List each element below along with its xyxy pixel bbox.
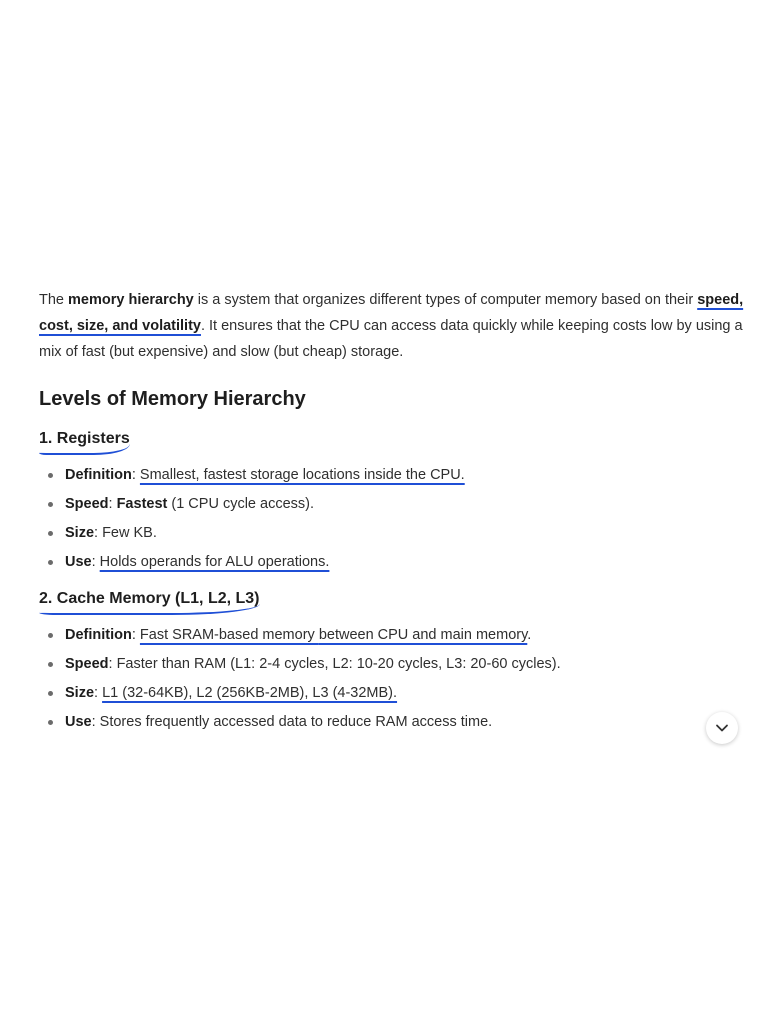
- cache-heading: 2. Cache Memory (L1, L2, L3): [39, 587, 260, 615]
- section-title: Levels of Memory Hierarchy: [39, 388, 306, 410]
- list-item: Use: Holds operands for ALU operations.: [39, 548, 744, 577]
- size-label: Size: [65, 685, 95, 701]
- definition-value: Fast SRAM-based memory: [139, 627, 319, 643]
- use-label: Use: [65, 554, 92, 570]
- speed-value: (1 CPU cycle access).: [167, 496, 315, 512]
- definition-value-emphasis: between CPU and main memory: [318, 627, 528, 643]
- intro-paragraph: [39, 287, 744, 365]
- list-item: Definition: Smallest, fastest storage locations inside the CPU.: [39, 461, 744, 490]
- size-value: Few KB.: [102, 525, 157, 541]
- use-label: Use: [65, 714, 92, 730]
- list-item: Definition: Fast SRAM-based memory between CPU and main memory.: [39, 621, 744, 650]
- registers-list: [39, 461, 744, 577]
- list-item: Speed: Faster than RAM (L1: 2-4 cycles, L2: 10-20 cycles, L3: 20-60 cycles).: [39, 650, 744, 679]
- size-label: Size: [65, 525, 95, 541]
- intro-text-3: . It ensures that the CPU can access data quickly while keeping costs low by using a mix of fast (but expensive) and slow (but cheap) storage.: [39, 318, 743, 360]
- cache-list: [39, 621, 744, 737]
- speed-label: Speed: [65, 656, 109, 672]
- list-item: Size: Few KB.: [39, 519, 744, 548]
- use-value: Holds operands for ALU operations.: [99, 554, 330, 570]
- intro-text-1: The: [39, 292, 69, 308]
- chevron-down-icon: [715, 721, 729, 735]
- intro-bold-memory-hierarchy: memory hierarchy: [68, 292, 194, 308]
- speed-value: Faster than RAM (L1: 2-4 cycles, L2: 10-20 cycles, L3: 20-60 cycles).: [116, 656, 561, 672]
- list-item: Speed: Fastest (1 CPU cycle access).: [39, 490, 744, 519]
- definition-label: Definition: [65, 467, 132, 483]
- article-content: [39, 287, 744, 737]
- use-value: Stores frequently accessed data to reduce RAM access time.: [99, 714, 493, 730]
- size-value: L1 (32-64KB), L2 (256KB-2MB), L3 (4-32MB).: [102, 685, 398, 701]
- registers-section: [39, 413, 744, 577]
- definition-label: Definition: [65, 627, 132, 643]
- cache-section: [39, 577, 744, 737]
- registers-heading: 1. Registers: [39, 427, 130, 455]
- intro-text-2: is a system that organizes different types of computer memory based on their: [193, 292, 698, 308]
- list-item: Use: Stores frequently accessed data to reduce RAM access time.: [39, 708, 744, 737]
- list-item: Size: L1 (32-64KB), L2 (256KB-2MB), L3 (4-32MB).: [39, 679, 744, 708]
- intro-bold-speed-cost: speed, cost, size, and volatility: [39, 292, 744, 334]
- definition-value: Smallest, fastest storage locations inside the CPU.: [139, 467, 465, 483]
- speed-strong: Fastest: [116, 496, 168, 512]
- speed-label: Speed: [65, 496, 109, 512]
- expand-button[interactable]: [706, 712, 738, 744]
